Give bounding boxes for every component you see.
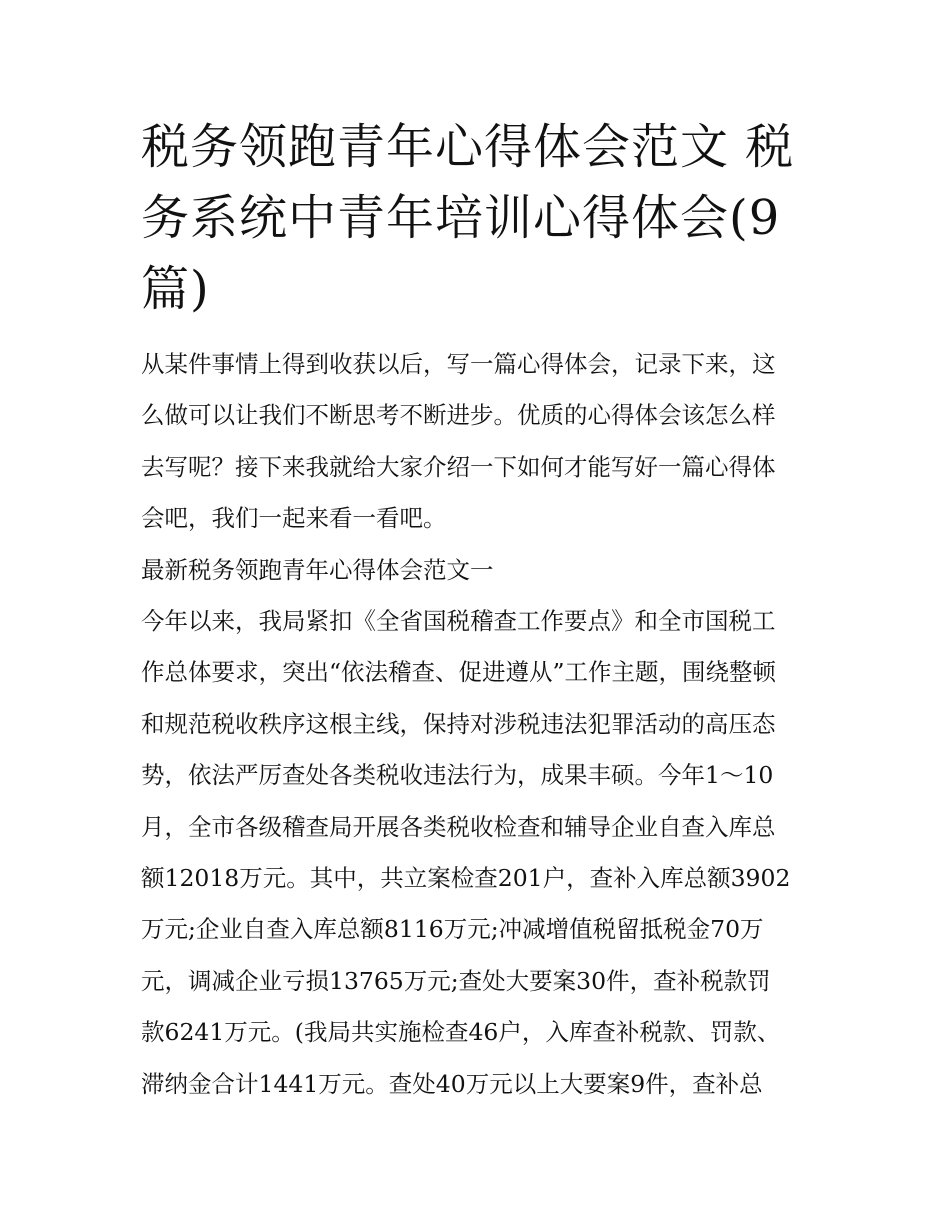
- paragraph-line: 元，调减企业亏损13765万元;查处大要案30件，查补税款罚: [141, 966, 771, 995]
- paragraph-line: 额12018万元。其中，共立案检查201户，查补入库总额3902: [141, 864, 791, 893]
- document-page: [141, 112, 813, 1110]
- paragraph-line: 去写呢？接下来我就给大家介绍一下如何才能写好一篇心得体: [141, 452, 776, 481]
- document-title: [141, 112, 813, 325]
- intro-paragraph: [141, 339, 813, 545]
- paragraph-line: 款6241万元。(我局共实施检查46户，入库查补税款、罚款、: [141, 1018, 781, 1047]
- paragraph-line: 从某件事情上得到收获以后，写一篇心得体会，记录下来，这: [141, 350, 776, 378]
- paragraph-line: 今年以来，我局紧扣《全省国税稽查工作要点》和全市国税工: [141, 607, 776, 636]
- title-line: 税务领跑青年心得体会范文 税: [141, 119, 795, 175]
- paragraph-line: 和规范税收秩序这根主线，保持对涉税违法犯罪活动的高压态: [141, 709, 776, 738]
- paragraph-line: 势，依法严厉查处各类税收违法行为，成果丰硕。今年1～10: [141, 761, 774, 790]
- paragraph-line: 么做可以让我们不断思考不断进步。优质的心得体会该怎么样: [141, 401, 776, 430]
- paragraph-line: 会吧，我们一起来看一看吧。: [141, 504, 447, 533]
- paragraph-line: 作总体要求，突出“依法稽查、促进遵从”工作主题，围绕整顿: [141, 658, 777, 687]
- title-line: 务系统中青年培训心得体会(9: [141, 190, 781, 246]
- paragraph-line: 月，全市各级稽查局开展各类税收检查和辅导企业自查入库总: [141, 812, 776, 841]
- title-line: 篇): [141, 261, 210, 317]
- paragraph-line: 滞纳金合计1441万元。查处40万元以上大要案9件，查补总: [141, 1069, 763, 1098]
- section-paragraph: [141, 596, 813, 1110]
- section-heading: 最新税务领跑青年心得体会范文一: [141, 555, 494, 584]
- paragraph-line: 万元;企业自查入库总额8116万元;冲减增值税留抵税金70万: [141, 915, 764, 944]
